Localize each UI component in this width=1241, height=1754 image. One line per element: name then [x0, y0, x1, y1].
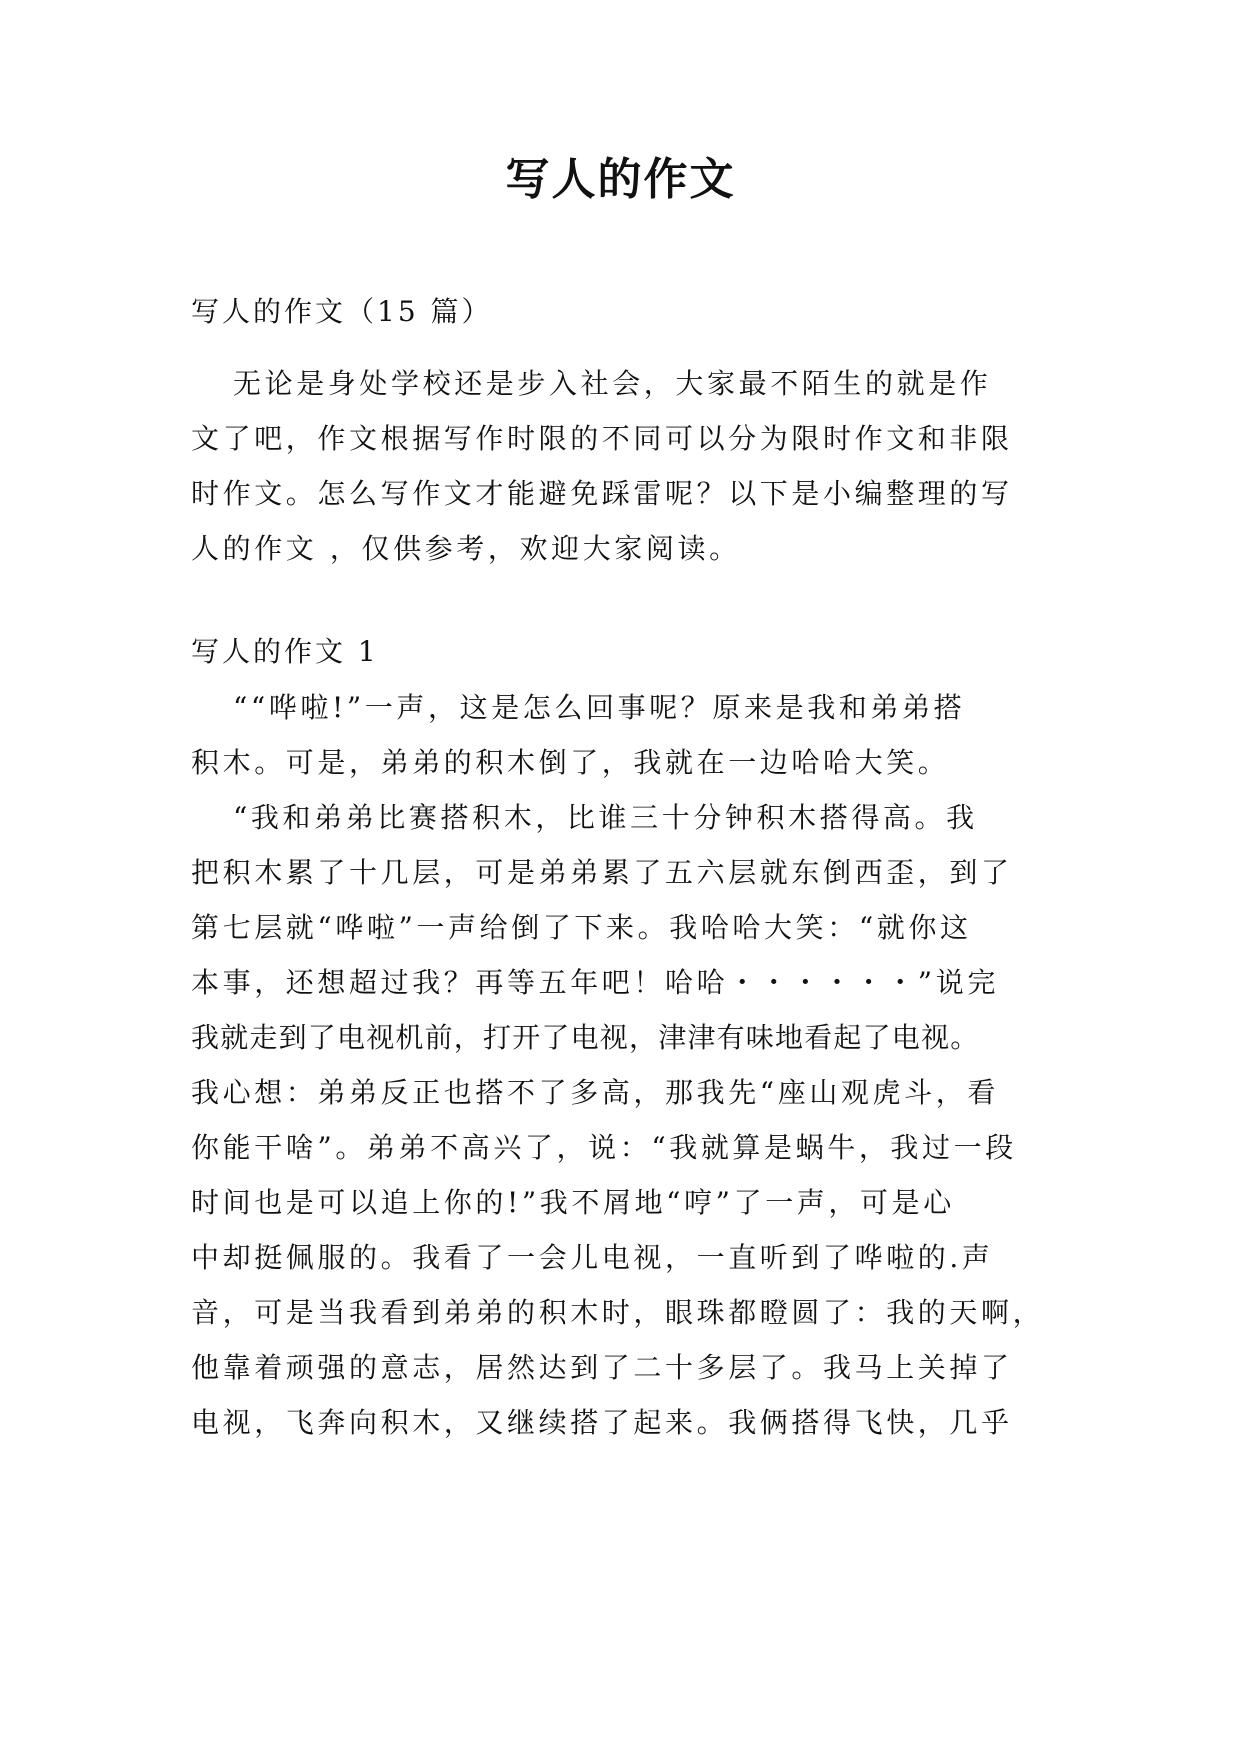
body-line: “我和弟弟比赛搭积木，比谁三十分钟积木搭得高。我: [233, 801, 978, 834]
body-line: 积木。可是，弟弟的积木倒了，我就在一边哈哈大笑。: [191, 746, 950, 779]
body-line: 把积木累了十几层，可是弟弟累了五六层就东倒西歪，到了: [191, 856, 1013, 889]
intro-line: 时作文。怎么写作文才能避免踩雷呢？以下是小编整理的写: [191, 477, 1013, 510]
body-line: 中却挺佩服的。我看了一会儿电视，一直听到了哗啦的.声: [191, 1241, 994, 1274]
body-line: 电视，飞奔向积木，又继续搭了起来。我俩搭得飞快，几乎: [191, 1406, 1013, 1439]
body-line: 我心想：弟弟反正也搭不了多高，那我先“座山观虎斗，看: [191, 1076, 999, 1109]
document-subtitle: 写人的作文（15 篇）: [191, 295, 493, 328]
body-line: 他靠着顽强的意志，居然达到了二十多层了。我马上关掉了: [191, 1351, 1013, 1384]
intro-line: 人的作文 ，仅供参考，欢迎大家阅读。: [191, 532, 741, 565]
intro-line: 文了吧，作文根据写作时限的不同可以分为限时作文和非限: [191, 422, 1013, 455]
section-heading: 写人的作文 1: [191, 635, 379, 668]
body-line: ““哗啦!”一声，这是怎么回事呢？原来是我和弟弟搭: [233, 691, 966, 724]
body-line: 音，可是当我看到弟弟的积木时，眼珠都瞪圆了：我的天啊，: [191, 1296, 1045, 1329]
body-line: 时间也是可以追上你的!”我不屑地“哼”了一声，可是心: [191, 1186, 955, 1219]
body-line: 你能干啥”。弟弟不高兴了，说：“我就算是蜗牛，我过一段: [191, 1131, 1017, 1164]
body-line: 本事，还想超过我？再等五年吧！哈哈・・・・・・”说完: [191, 966, 999, 999]
intro-line: 无论是身处学校还是步入社会，大家最不陌生的就是作: [233, 367, 992, 400]
body-line: 我就走到了电视机前，打开了电视，津津有味地看起了电视。: [191, 1021, 980, 1054]
body-line: 第七层就“哗啦”一声给倒了下来。我哈哈大笑：“就你这: [191, 911, 972, 944]
document-title: 写人的作文: [505, 154, 736, 205]
